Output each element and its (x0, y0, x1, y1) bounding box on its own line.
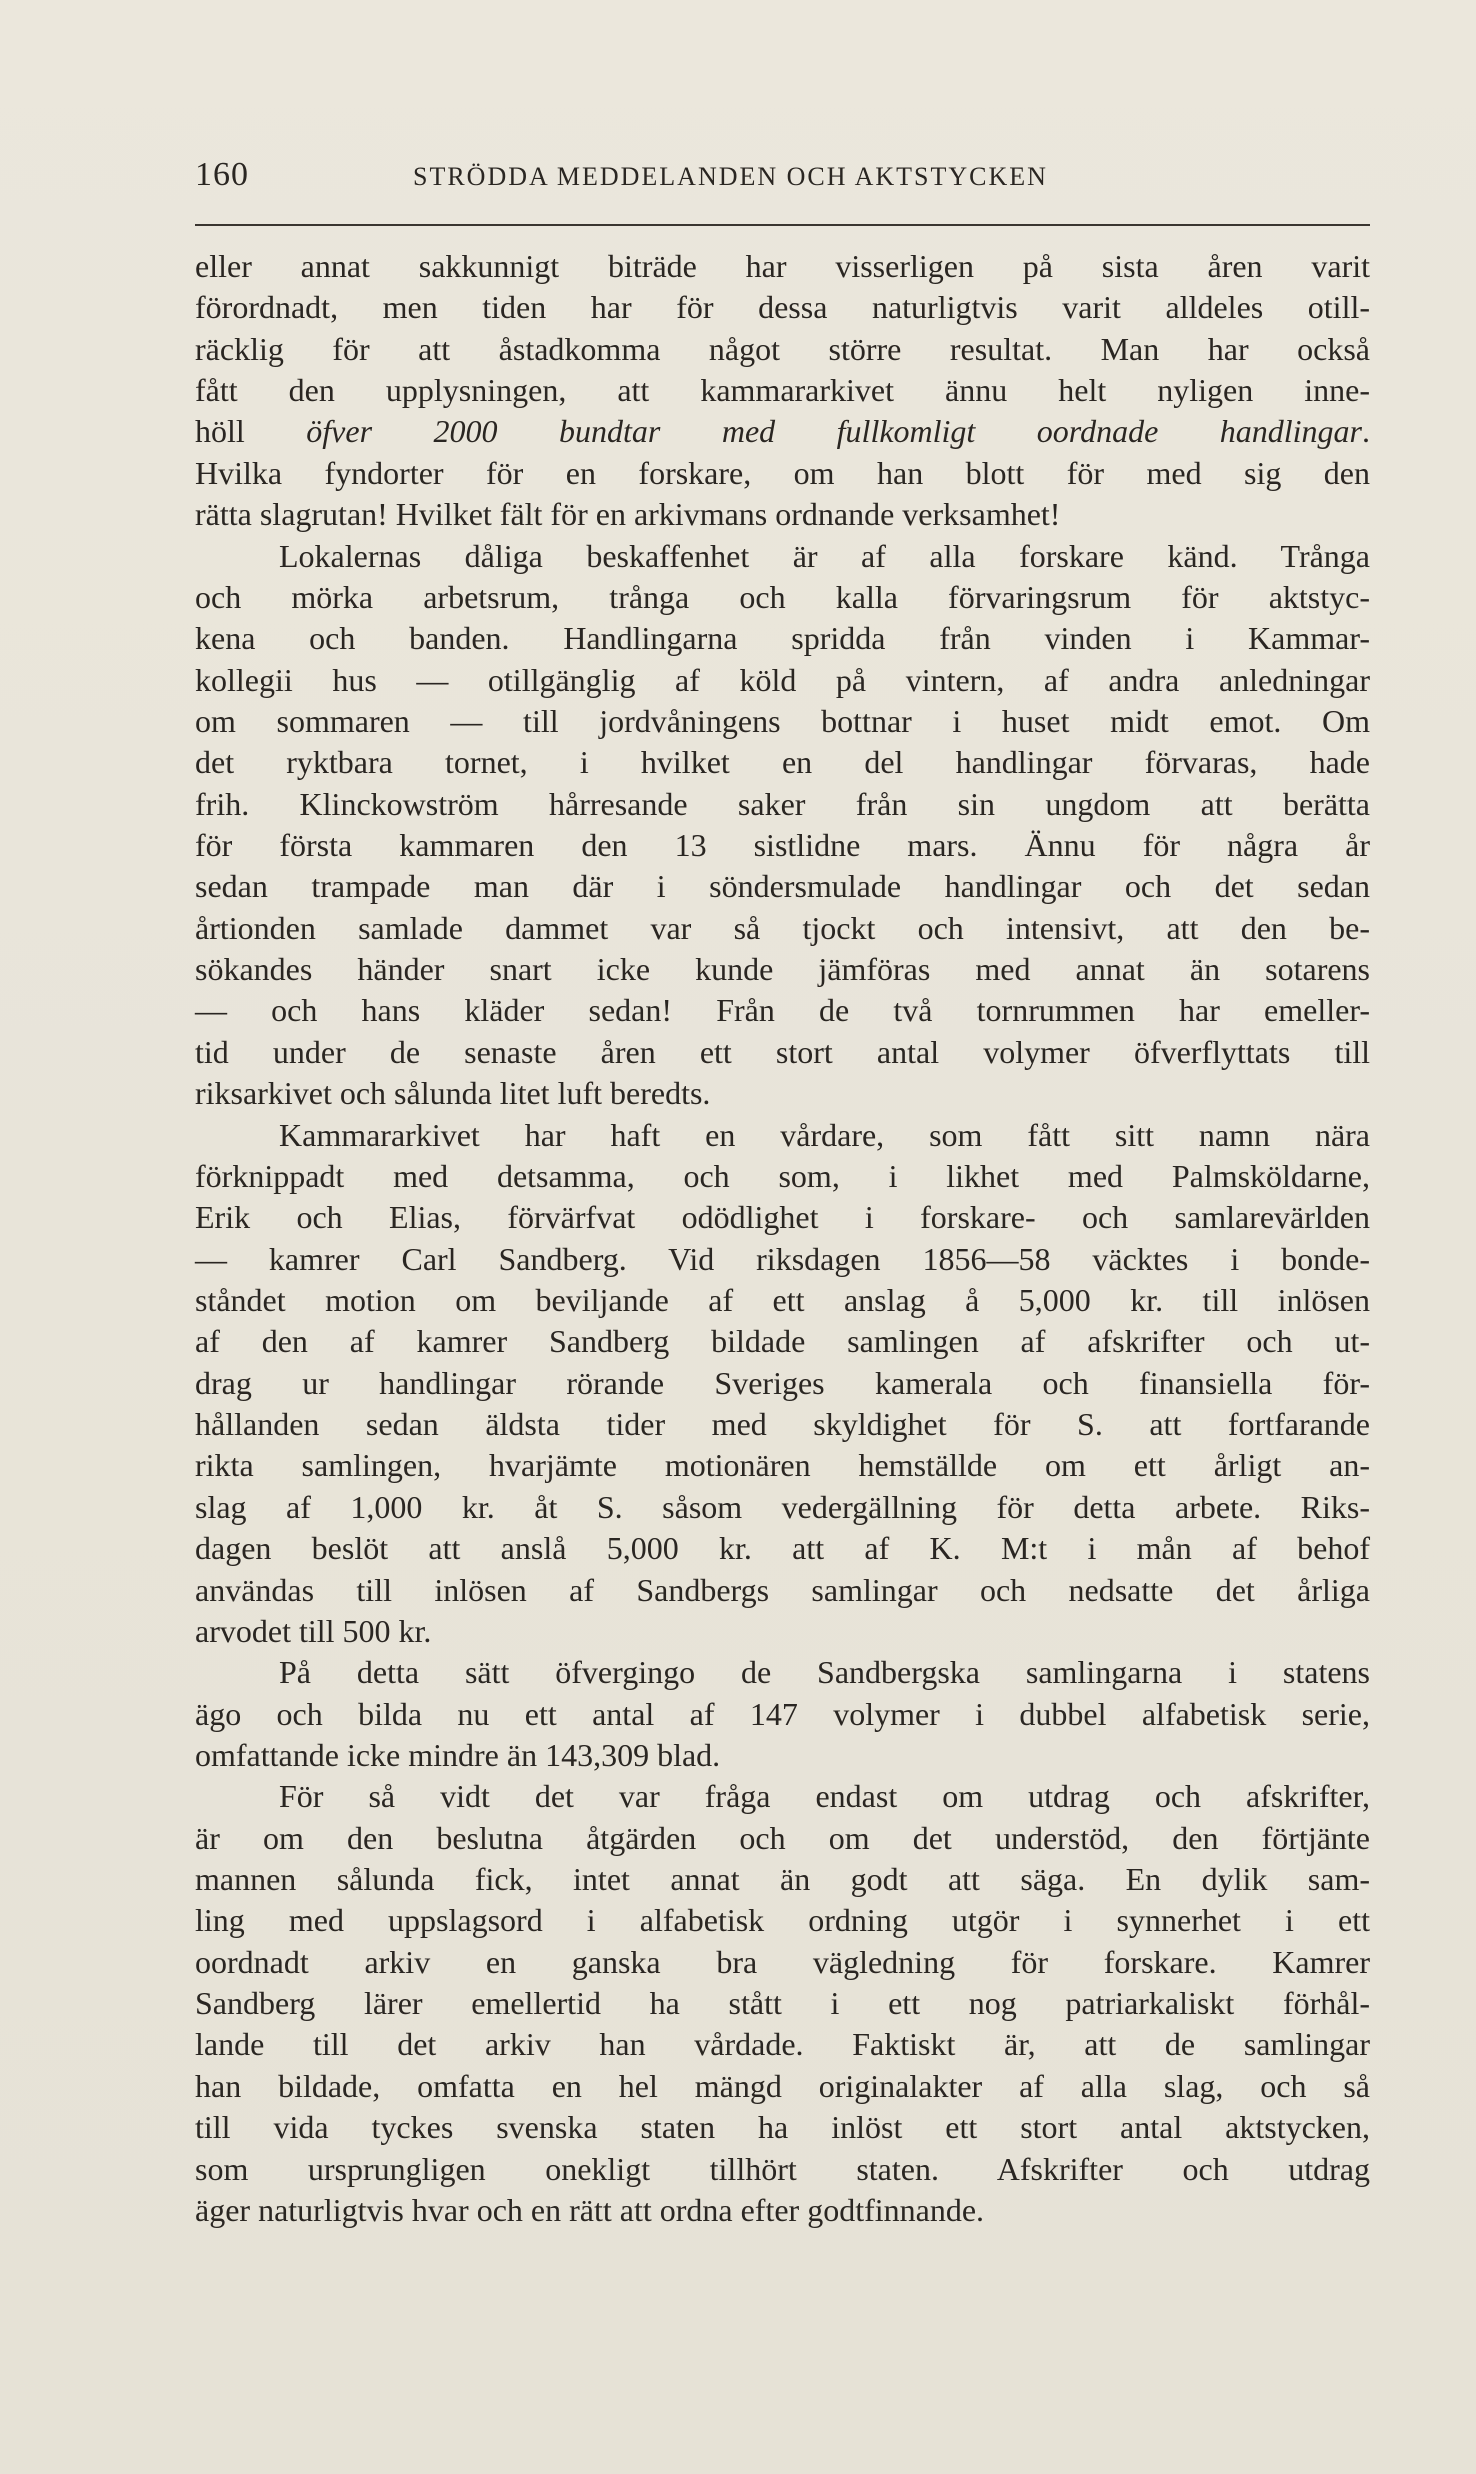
text-line: årtionden samlade dammet var så tjockt och intensivt, att den be- (195, 909, 1370, 946)
text-line: — kamrer Carl Sandberg. Vid riksdagen 1856—58 väcktes i bonde- (195, 1240, 1370, 1277)
text-line: dagen beslöt att anslå 5,000 kr. att af K. M:t i mån af behof (195, 1530, 1370, 1567)
text-line: det ryktbara tornet, i hvilket en del handlingar förvaras, hade (195, 744, 1370, 781)
text-line: mannen sålunda fick, intet annat än godt att säga. En dylik sam- (195, 1861, 1370, 1898)
text-line: frih. Klinckowström hårresande saker från sin ungdom att berätta (195, 785, 1370, 822)
text-line: hållanden sedan äldsta tider med skyldighet för S. att fortfarande (195, 1406, 1370, 1443)
text-line: Lokalernas dåliga beskaffenhet är af alla forskare känd. Trånga (279, 537, 1370, 574)
text-line: ling med uppslagsord i alfabetisk ordning utgör i synnerhet i ett (195, 1902, 1370, 1939)
page-number: 160 (195, 156, 249, 193)
text-line: rätta slagrutan! Hvilket fält för en arkivmans ordnande verksamhet! (195, 496, 1061, 533)
header-rule (195, 224, 1370, 226)
text-line: för första kammaren den 13 sistlidne mars. Ännu för några år (195, 827, 1370, 864)
text-line: arvodet till 500 kr. (195, 1612, 432, 1649)
text-line: sökandes händer snart icke kunde jämföras med annat än sotarens (195, 951, 1370, 988)
text-line: och mörka arbetsrum, trånga och kalla förvaringsrum för aktstyc- (195, 578, 1370, 615)
text-line: tid under de senaste åren ett stort antal volymer öfverflyttats till (195, 1033, 1370, 1070)
text-line: För så vidt det var fråga endast om utdrag och afskrifter, (279, 1778, 1370, 1815)
text-line: om sommaren — till jordvåningens bottnar i huset midt emot. Om (195, 702, 1370, 739)
text-line: Sandberg lärer emellertid ha stått i ett nog patriarkaliskt förhål- (195, 1985, 1370, 2022)
text-line: äger naturligtvis hvar och en rätt att ordna efter godtfinnande. (195, 2191, 985, 2228)
italic-phrase: öfver 2000 bundtar med fullkomligt oordnade handlingar (306, 413, 1363, 450)
text-line: eller annat sakkunnigt biträde har visserligen på sista åren varit (195, 248, 1370, 284)
text-line: På detta sätt öfvergingo de Sandbergska samlingarna i statens (279, 1654, 1370, 1691)
text-line: — och hans kläder sedan! Från de två tornrummen har emeller- (195, 992, 1370, 1029)
text-line: ståndet motion om beviljande af ett anslag å 5,000 kr. till inlösen (195, 1281, 1370, 1318)
body-text (195, 246, 1370, 2231)
text-line: lande till det arkiv han vårdade. Faktiskt är, att de samlingar (195, 2026, 1370, 2063)
text-line: ägo och bilda nu ett antal af 147 volymer i dubbel alfabetisk serie, (195, 1695, 1370, 1732)
page-header (195, 156, 1370, 202)
text-line: oordnadt arkiv en ganska bra vägledning för forskare. Kamrer (195, 1943, 1370, 1980)
text-line: fått den upplysningen, att kammararkivet ännu helt nyligen inne- (195, 372, 1370, 409)
text-line: drag ur handlingar rörande Sveriges kamerala och finansiella för- (195, 1364, 1370, 1401)
text-line: är om den beslutna åtgärden och om det understöd, den förtjänte (195, 1819, 1370, 1856)
text-line: förordnadt, men tiden har för dessa naturligtvis varit alldeles otill- (195, 289, 1370, 326)
text-line: han bildade, omfatta en hel mängd originalakter af alla slag, och så (195, 2067, 1370, 2104)
text-line: kollegii hus — otillgänglig af köld på vintern, af andra anledningar (195, 661, 1370, 698)
text-line: Kammararkivet har haft en vårdare, som fått sitt namn nära (279, 1116, 1370, 1153)
text-line: slag af 1,000 kr. åt S. såsom vedergällning för detta arbete. Riks- (195, 1488, 1370, 1525)
text-line: Erik och Elias, förvärfvat odödlighet i forskare- och samlarevärlden (195, 1199, 1370, 1236)
text-line-segment: höll (195, 413, 307, 450)
text-line (195, 411, 1370, 452)
text-line: förknippadt med detsamma, och som, i likhet med Palmsköldarne, (195, 1157, 1370, 1194)
text-line: riksarkivet och sålunda litet luft beredts. (195, 1075, 711, 1112)
text-line: kena och banden. Handlingarna spridda från vinden i Kammar- (195, 620, 1370, 657)
text-line: räcklig för att åstadkomma något större resultat. Man har också (195, 330, 1370, 367)
text-line: sedan trampade man där i söndersmulade handlingar och det sedan (195, 868, 1370, 905)
text-line: till vida tyckes svenska staten ha inlöst ett stort antal aktstycken, (195, 2109, 1370, 2146)
text-line: omfattande icke mindre än 143,309 blad. (195, 1736, 721, 1773)
text-line: användas till inlösen af Sandbergs samlingar och nedsatte det årliga (195, 1571, 1370, 1608)
text-line-segment: . (1362, 413, 1371, 450)
text-line: Hvilka fyndorter för en forskare, om han blott för med sig den (195, 454, 1370, 491)
text-line: rikta samlingen, hvarjämte motionären hemställde om ett årligt an- (195, 1447, 1370, 1484)
text-line: som ursprungligen onekligt tillhört staten. Afskrifter och utdrag (195, 2150, 1370, 2187)
running-head: STRÖDDA MEDDELANDEN OCH AKTSTYCKEN (413, 162, 1048, 191)
text-line: af den af kamrer Sandberg bildade samlingen af afskrifter och ut- (195, 1323, 1370, 1360)
